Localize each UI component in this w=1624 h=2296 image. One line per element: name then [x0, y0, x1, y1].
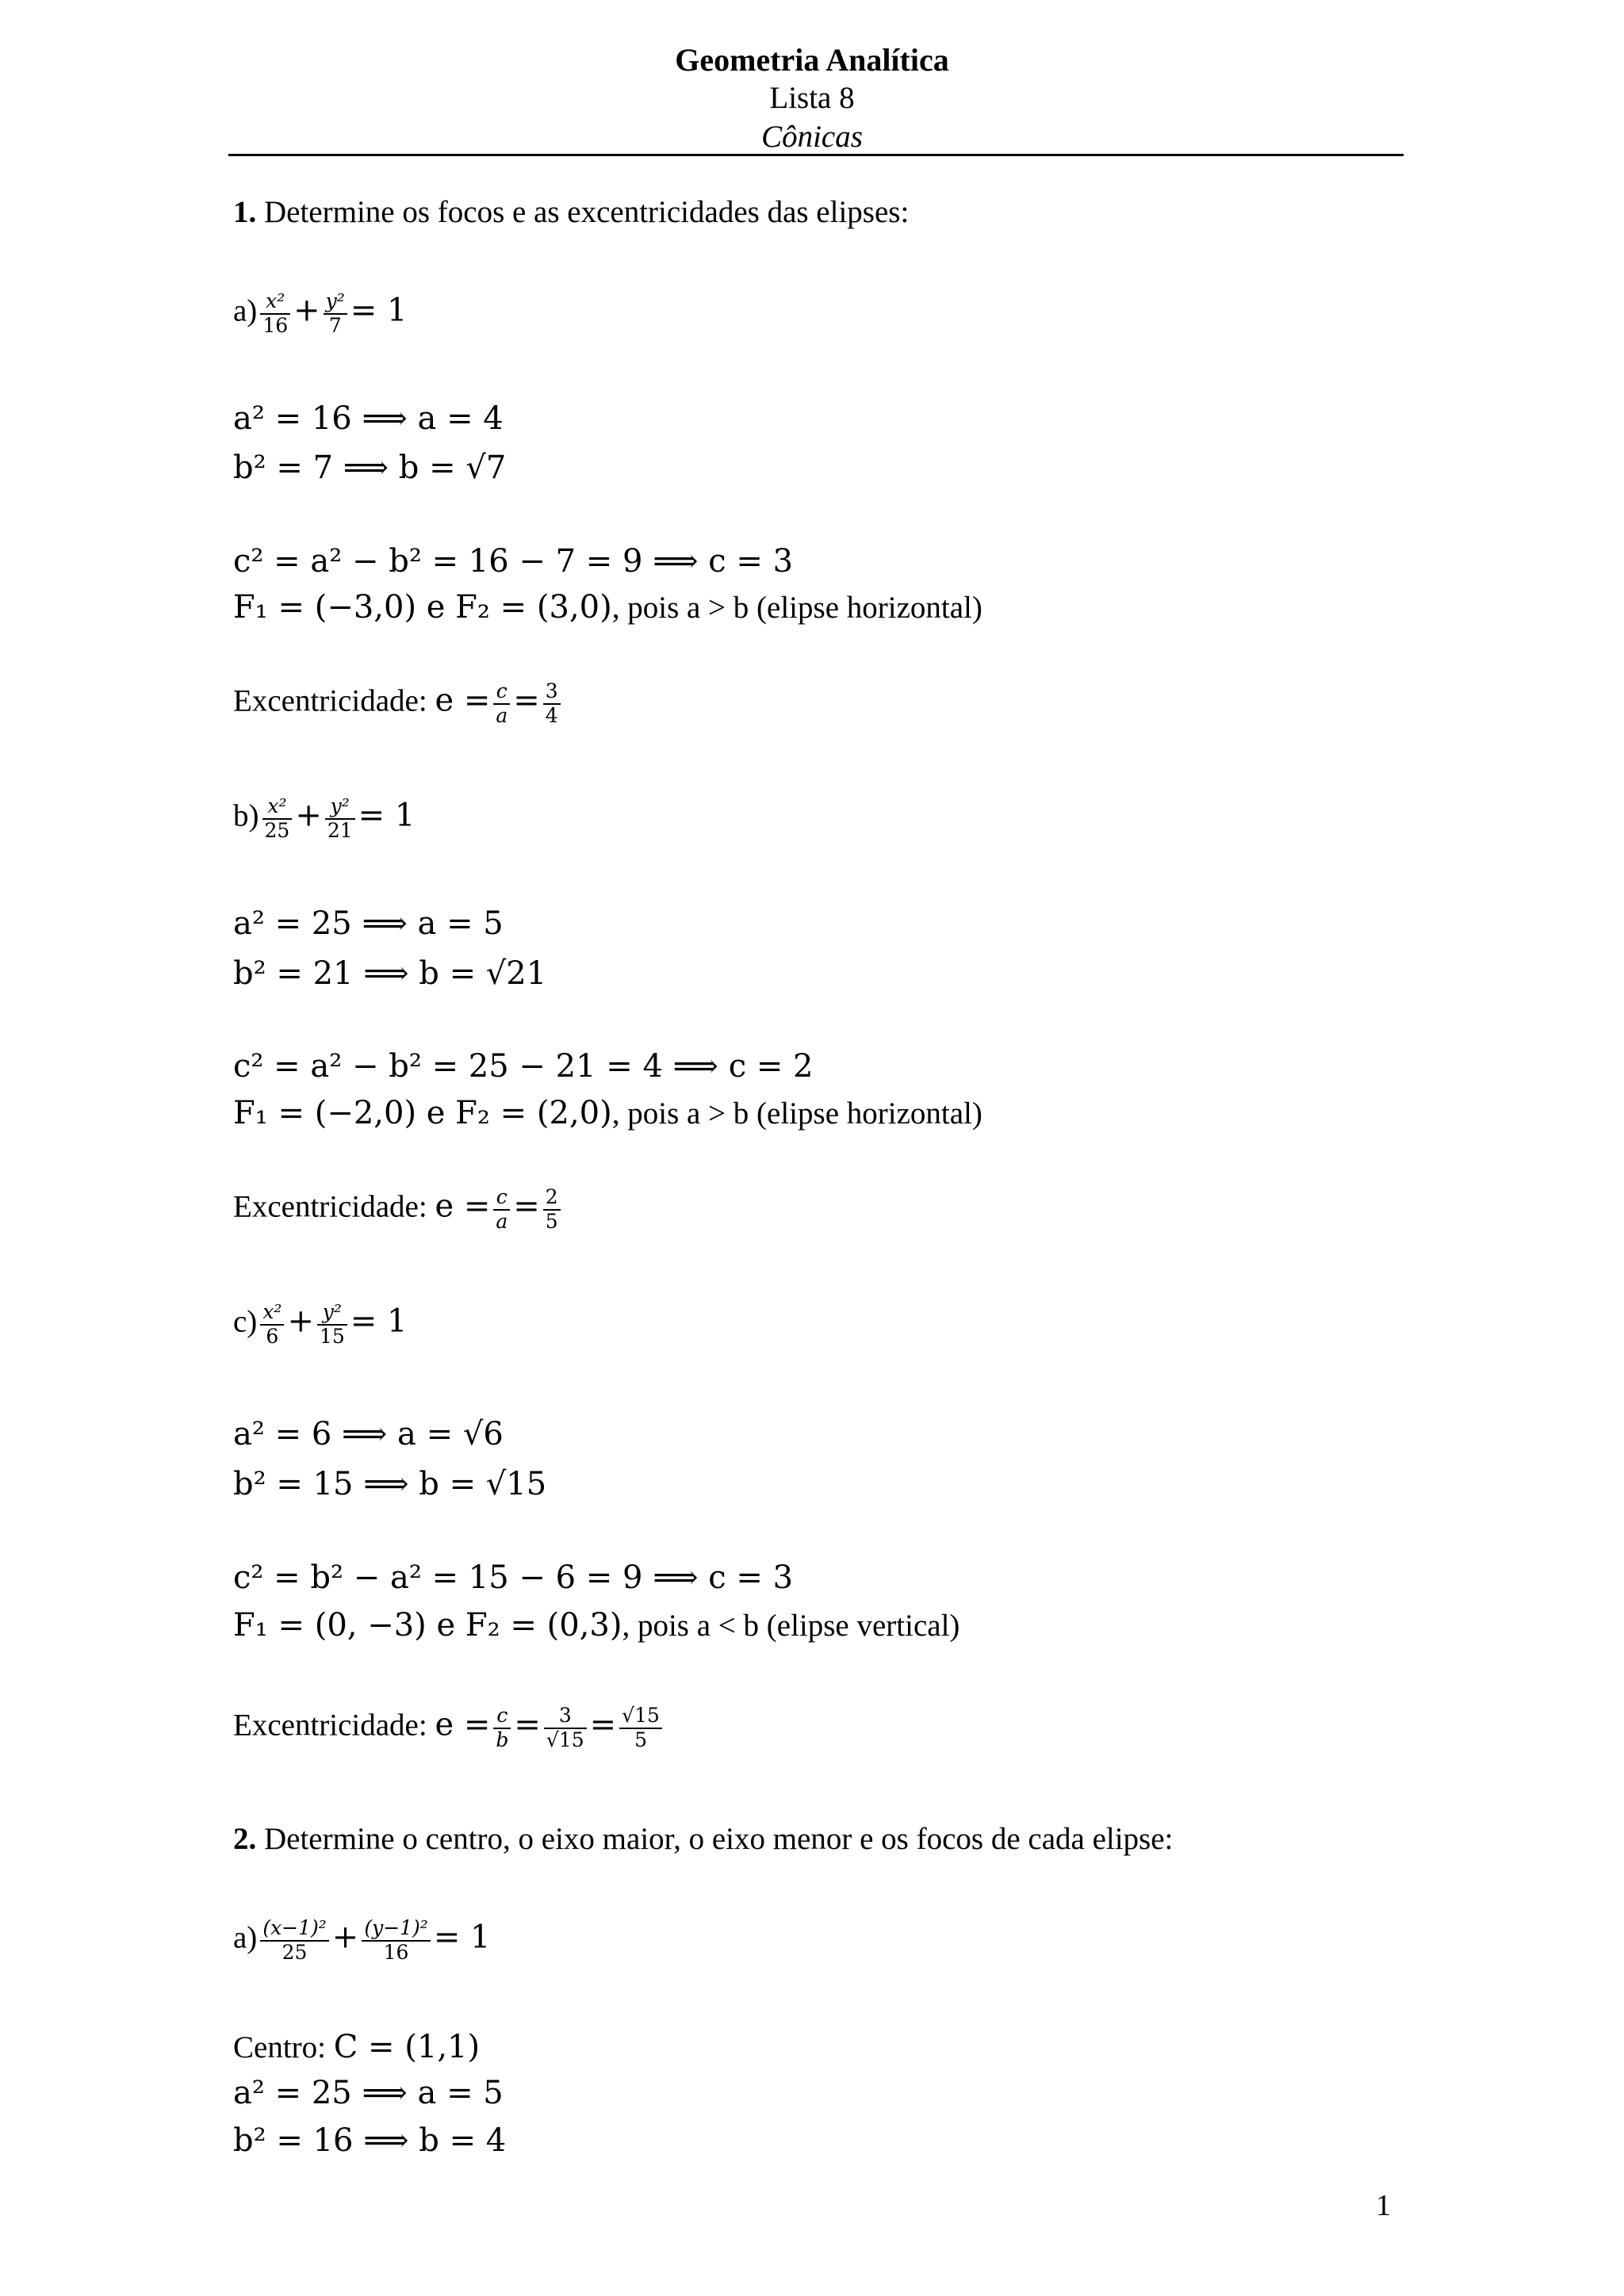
question-text: Determine o centro, o eixo maior, o eixo menor e os focos de cada elipse:	[264, 1822, 1174, 1856]
question-text: Determine os focos e as excentricidades das elipses:	[264, 195, 910, 229]
item-1c-b-line: b² = 15 ⟹ b = √15	[233, 1466, 547, 1502]
fraction: $\frac{3}{√15}$	[544, 1705, 587, 1752]
item-1a-foci: F₁ = (−3,0) e F₂ = (3,0), pois a > b (elipse horizontal)	[233, 589, 982, 626]
item-1b-eccentricity: Excentricidade: e = $\frac{c}{a}$ = $\frac{2}{5}$	[233, 1186, 564, 1234]
fraction: $\frac{\text{(y−1)²}}{16}$	[362, 1917, 431, 1965]
item-1c-equation: c) $\frac{\text{x²}}{6}$ + $\frac{\text{y²}}{15}$ = 1	[233, 1300, 408, 1348]
topic-subtitle: Cônicas	[761, 120, 863, 154]
fraction: $\frac{\text{(x−1)²}}{25}$	[260, 1917, 328, 1965]
item-1b-equation: b) $\frac{\text{x²}}{25}$ + $\frac{\text{y²}}{21}$ = 1	[233, 794, 416, 842]
item-label: a)	[233, 1920, 258, 1955]
foci-note: pois a > b (elipse horizontal)	[627, 1096, 982, 1131]
fraction: $\frac{\text{x²}}{25}$	[262, 795, 293, 843]
item-1c-c-line: c² = b² − a² = 15 − 6 = 9 ⟹ c = 3	[233, 1559, 794, 1596]
foci-note: pois a < b (elipse vertical)	[637, 1609, 960, 1643]
question-2-heading	[233, 1823, 1173, 1854]
fraction: $\frac{c}{b}$	[493, 1705, 511, 1752]
item-2a-equation: a) $\frac{\text{(x−1)²}}{25}$ + $\frac{\text{(y−1)²}}{16}$ = 1	[233, 1916, 491, 1964]
item-1b-a-line: a² = 25 ⟹ a = 5	[233, 905, 504, 942]
item-1b-b-line: b² = 21 ⟹ b = √21	[233, 955, 547, 992]
item-2a-center: Centro: C = (1,1)	[233, 2029, 481, 2065]
item-1a-equation: a) $\frac{\text{x²}}{16}$ + $\frac{\text{y²}}{7}$ = 1	[233, 289, 408, 337]
item-1b-foci: F₁ = (−2,0) e F₂ = (2,0), pois a > b (elipse horizontal)	[233, 1095, 982, 1131]
item-label: a)	[233, 293, 258, 328]
item-1c-a-line: a² = 6 ⟹ a = √6	[233, 1416, 504, 1452]
item-2a-a-line: a² = 25 ⟹ a = 5	[233, 2075, 504, 2111]
item-1c-eccentricity: Excentricidade: e = $\frac{c}{b}$ = $\frac{3}{√15}$ = $\frac{√15}{5}$	[233, 1705, 665, 1752]
fraction: $\frac{3}{4}$	[543, 680, 561, 728]
fraction: $\frac{2}{5}$	[543, 1186, 561, 1234]
item-label: b)	[233, 798, 259, 833]
fraction: $\frac{\text{y²}}{7}$	[324, 290, 347, 338]
header-divider	[228, 154, 1404, 156]
question-number: 1.	[233, 195, 257, 229]
fraction: $\frac{c}{a}$	[493, 1186, 510, 1234]
item-1a-a-line: a² = 16 ⟹ a = 4	[233, 400, 504, 437]
document-title: Geometria Analítica	[675, 42, 949, 78]
foci-note: pois a > b (elipse horizontal)	[627, 591, 982, 625]
item-1c-foci: F₁ = (0, −3) e F₂ = (0,3), pois a < b (elipse vertical)	[233, 1607, 960, 1644]
question-number: 2.	[233, 1822, 257, 1856]
question-1-heading	[233, 197, 909, 228]
list-number: Lista 8	[769, 81, 855, 115]
item-label: c)	[233, 1304, 258, 1339]
fraction: $\frac{\text{x²}}{16}$	[260, 290, 290, 338]
fraction: $\frac{\text{y²}}{15}$	[317, 1301, 347, 1349]
item-2a-b-line: b² = 16 ⟹ b = 4	[233, 2122, 507, 2159]
item-1a-b-line: b² = 7 ⟹ b = √7	[233, 450, 507, 486]
fraction: $\frac{\text{y²}}{21}$	[325, 795, 355, 843]
item-1a-eccentricity: Excentricidade: e = $\frac{c}{a}$ = $\frac{3}{4}$	[233, 680, 564, 728]
page-number: 1	[1376, 2189, 1391, 2222]
item-1b-c-line: c² = a² − b² = 25 − 21 = 4 ⟹ c = 2	[233, 1048, 814, 1085]
fraction: $\frac{c}{a}$	[493, 680, 510, 728]
fraction: $\frac{\text{x²}}{6}$	[260, 1301, 284, 1349]
item-1a-c-line: c² = a² − b² = 16 − 7 = 9 ⟹ c = 3	[233, 543, 794, 580]
fraction: $\frac{√15}{5}$	[619, 1705, 662, 1752]
